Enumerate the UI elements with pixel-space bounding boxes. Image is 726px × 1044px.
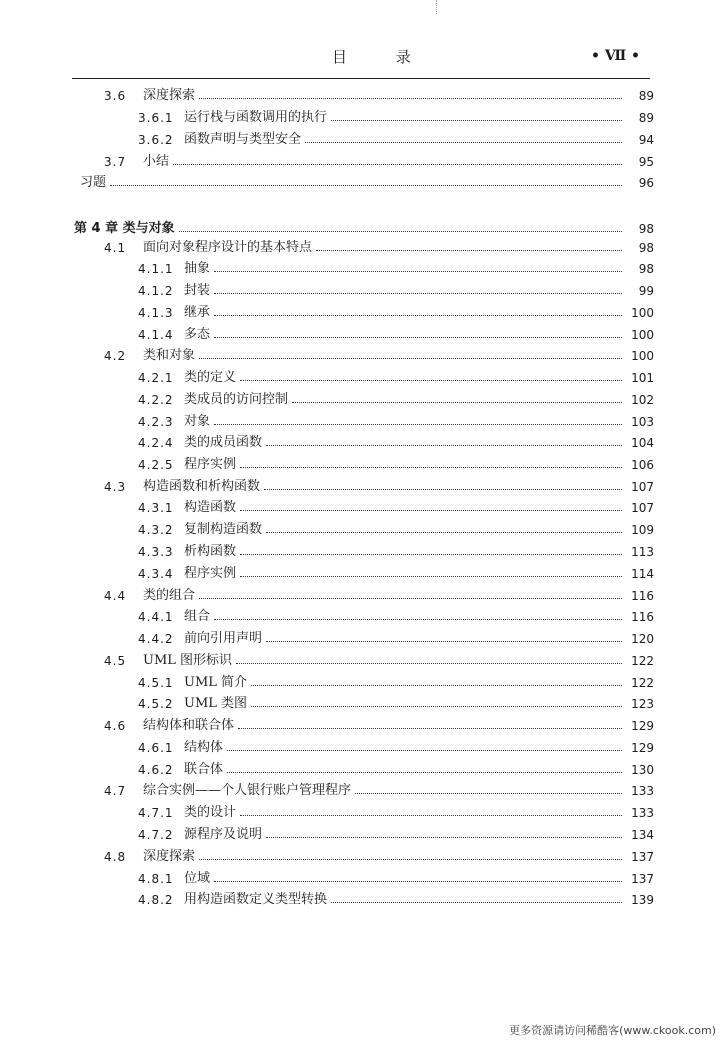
toc-entry-number: 4.2.2 [138, 393, 174, 407]
toc-entry [0, 868, 726, 890]
toc-entry-page: 104 [631, 436, 654, 450]
dot-leader [227, 772, 622, 773]
dot-leader [240, 510, 622, 511]
dot-leader [214, 337, 622, 338]
dot-leader [238, 728, 622, 729]
toc-entry-title: 类的设计 [184, 805, 237, 820]
dot-leader [266, 445, 622, 446]
toc-entry-title: 复制构造函数 [184, 522, 263, 537]
toc-entry-page: 89 [638, 111, 654, 125]
toc-entry-title: 抽象 [184, 261, 211, 276]
toc-entry [0, 476, 726, 498]
toc-entry-title: 多态 [184, 327, 211, 342]
toc-entry-page: 137 [631, 850, 654, 864]
toc-entry-title: 类的组合 [143, 588, 196, 603]
toc-entry-title: 对象 [184, 414, 211, 429]
toc-entry-title: 类和对象 [143, 348, 196, 363]
toc-entry-number: 3.6 [104, 89, 127, 103]
toc-entry-number: 4.3.2 [138, 523, 174, 537]
toc-entry [0, 411, 726, 433]
toc-entry [0, 389, 726, 411]
toc-entry-number: 4.2 [104, 349, 127, 363]
dot-leader [240, 467, 622, 468]
toc-entry-page: 129 [631, 719, 654, 733]
toc-entry-title: 第 4 章 类与对象 [74, 221, 175, 236]
toc-entry-number: 4.8.2 [138, 893, 174, 907]
dot-leader [266, 532, 622, 533]
toc-entry [0, 172, 726, 194]
dot-leader [305, 142, 622, 143]
toc-entry-page: 134 [631, 828, 654, 842]
header-page-number: • Ⅶ • [591, 48, 640, 64]
toc-entry-page: 129 [631, 741, 654, 755]
toc-entry-title: UML 简介 [184, 675, 248, 690]
toc-entry [0, 541, 726, 563]
dot-leader [199, 598, 622, 599]
toc-entry [0, 258, 726, 280]
toc-entry-page: 99 [638, 284, 654, 298]
toc-entry-number: 4.4.1 [138, 610, 174, 624]
toc-entry-title: 函数声明与类型安全 [184, 132, 302, 147]
toc-entry-number: 4.3 [104, 480, 127, 494]
toc-entry-page: 113 [631, 545, 654, 559]
toc-entry-page: 98 [638, 241, 654, 255]
toc-entry-title: 深度探索 [143, 88, 196, 103]
dot-leader [227, 750, 622, 751]
toc-entry-title: 用构造函数定义类型转换 [184, 892, 328, 907]
dot-leader [214, 881, 622, 882]
toc-entry-title: 深度探索 [143, 849, 196, 864]
dot-leader [266, 641, 622, 642]
toc-entry-number: 4.1 [104, 241, 127, 255]
toc-entry [0, 672, 726, 694]
toc-entry-number: 4.5.2 [138, 697, 174, 711]
toc-entry [0, 237, 726, 259]
toc-entry [0, 759, 726, 781]
toc-entry-title: 结构体 [184, 740, 224, 755]
toc-entry-title: 源程序及说明 [184, 827, 263, 842]
toc-entry-page: 107 [631, 501, 654, 515]
toc-entry-number: 4.3.4 [138, 567, 174, 581]
toc-entry-number: 4.1.1 [138, 262, 174, 276]
toc-entry [0, 606, 726, 628]
toc-entry-number: 4.3.1 [138, 501, 174, 515]
dot-leader [214, 619, 622, 620]
dot-leader [173, 164, 622, 165]
toc-entry-title: 程序实例 [184, 566, 237, 581]
dot-leader [199, 358, 622, 359]
toc-entry [0, 367, 726, 389]
toc-entry-page: 103 [631, 415, 654, 429]
dot-leader [240, 576, 622, 577]
dot-leader [214, 293, 622, 294]
toc-entry [0, 497, 726, 519]
toc-entry-page: 109 [631, 523, 654, 537]
page-title: 目 录 [332, 48, 433, 66]
dot-leader [110, 185, 622, 186]
toc-entry-title: 类的成员函数 [184, 435, 263, 450]
toc-entry-title: 联合体 [184, 762, 224, 777]
toc-entry [0, 563, 726, 585]
toc-entry-number: 3.7 [104, 155, 127, 169]
toc-entry-page: 116 [631, 610, 654, 624]
toc-entry-number: 4.2.3 [138, 415, 174, 429]
toc-entry-page: 107 [631, 480, 654, 494]
toc-entry [0, 889, 726, 911]
dot-leader [240, 554, 622, 555]
toc-entry [0, 628, 726, 650]
toc-entry-page: 100 [631, 306, 654, 320]
dot-leader [214, 424, 622, 425]
toc-entry [0, 280, 726, 302]
toc-entry-title: 继承 [184, 305, 211, 320]
toc-entry [0, 432, 726, 454]
toc-entry-page: 106 [631, 458, 654, 472]
toc-entry [0, 324, 726, 346]
toc-entry-title: 运行栈与函数调用的执行 [184, 110, 328, 125]
toc-entry-title: 程序实例 [184, 457, 237, 472]
toc-entry-title: 小结 [143, 154, 170, 169]
dot-leader [214, 271, 622, 272]
toc-entry [0, 650, 726, 672]
toc-entry-page: 133 [631, 806, 654, 820]
toc-entry-page: 100 [631, 349, 654, 363]
toc-entry [0, 85, 726, 107]
footer-watermark: 更多资源请访问稀酷客(www.ckook.com) [509, 1024, 716, 1037]
dot-leader [199, 859, 622, 860]
toc-entry-page: 96 [638, 176, 654, 190]
toc-entry-title: 面向对象程序设计的基本特点 [143, 240, 313, 255]
toc-entry-number: 4.6 [104, 719, 127, 733]
toc-entry-number: 4.5 [104, 654, 127, 668]
toc-entry-page: 95 [638, 155, 654, 169]
toc-entry-number: 4.7.1 [138, 806, 174, 820]
toc-entry-title: 综合实例——个人银行账户管理程序 [143, 783, 352, 798]
toc-entry-page: 100 [631, 328, 654, 342]
toc-entry-title: 构造函数和析构函数 [143, 479, 261, 494]
dot-leader [316, 250, 622, 251]
dot-leader [292, 402, 622, 403]
toc-entry-number: 4.8 [104, 850, 127, 864]
dot-leader [179, 231, 622, 232]
toc-entry [0, 780, 726, 802]
toc-entry-number: 4.6.1 [138, 741, 174, 755]
toc-entry-number: 4.3.3 [138, 545, 174, 559]
toc-entry-title: UML 类图 [184, 696, 248, 711]
toc-entry [0, 107, 726, 129]
toc-entry [0, 454, 726, 476]
toc-entry-page: 123 [631, 697, 654, 711]
dot-leader [199, 98, 622, 99]
toc-entry-number: 4.2.4 [138, 436, 174, 450]
toc-entry [0, 129, 726, 151]
toc-entry [0, 302, 726, 324]
toc-entry-page: 101 [631, 371, 654, 385]
toc-entry-page: 120 [631, 632, 654, 646]
toc-entry-page: 122 [631, 676, 654, 690]
dot-leader [240, 815, 622, 816]
dot-leader [251, 685, 622, 686]
toc-entry-page: 102 [631, 393, 654, 407]
toc-entry-title: 构造函数 [184, 500, 237, 515]
toc-entry-title: 习题 [80, 175, 107, 190]
toc-entry-page: 116 [631, 589, 654, 603]
toc-entry-page: 89 [638, 89, 654, 103]
toc-entry-title: 前向引用声明 [184, 631, 263, 646]
dot-leader [240, 380, 622, 381]
toc-entry-number: 4.2.5 [138, 458, 174, 472]
toc-entry-number: 4.1.3 [138, 306, 174, 320]
toc-entry-number: 3.6.1 [138, 111, 174, 125]
toc-entry-number: 4.7 [104, 784, 127, 798]
toc-entry-number: 4.8.1 [138, 872, 174, 886]
toc-entry-page: 94 [638, 133, 654, 147]
toc-entry [0, 345, 726, 367]
dot-leader [236, 663, 622, 664]
toc-entry-title: 位域 [184, 871, 211, 886]
toc-entry-title: 类的定义 [184, 370, 237, 385]
dot-leader [214, 315, 622, 316]
dot-leader [266, 837, 622, 838]
toc-entry-page: 98 [638, 262, 654, 276]
toc-entry-title: 结构体和联合体 [143, 718, 235, 733]
toc-entry [0, 846, 726, 868]
toc-entry-title: 析构函数 [184, 544, 237, 559]
dot-leader [355, 793, 622, 794]
dot-leader [331, 902, 622, 903]
toc-entry-number: 4.6.2 [138, 763, 174, 777]
toc-entry [0, 802, 726, 824]
dot-leader [331, 120, 622, 121]
toc-entry-page: 133 [631, 784, 654, 798]
toc-entry-number: 4.4 [104, 589, 127, 603]
toc-entry [0, 737, 726, 759]
toc-entry-title: UML 图形标识 [143, 653, 233, 668]
toc-entry-number: 4.1.2 [138, 284, 174, 298]
toc-entry-page: 122 [631, 654, 654, 668]
toc-entry-number: 4.4.2 [138, 632, 174, 646]
dot-leader [264, 489, 622, 490]
toc-entry-number: 4.1.4 [138, 328, 174, 342]
dot-leader [251, 706, 622, 707]
toc-entry-title: 类成员的访问控制 [184, 392, 289, 407]
toc-entry-number: 4.7.2 [138, 828, 174, 842]
toc-entry-page: 98 [638, 222, 654, 236]
toc-entry [0, 693, 726, 715]
toc-entry [0, 519, 726, 541]
toc-entry-title: 组合 [184, 609, 211, 624]
toc-entry-page: 114 [631, 567, 654, 581]
toc-entry [0, 715, 726, 737]
toc-entry-page: 130 [631, 763, 654, 777]
toc-entry [0, 151, 726, 173]
toc-entry [0, 824, 726, 846]
toc-entry [0, 585, 726, 607]
toc-entry-number: 4.5.1 [138, 676, 174, 690]
toc-entry-page: 137 [631, 872, 654, 886]
toc-entry-title: 封装 [184, 283, 211, 298]
toc-entry-number: 3.6.2 [138, 133, 174, 147]
toc-entry-page: 139 [631, 893, 654, 907]
toc-entry-number: 4.2.1 [138, 371, 174, 385]
